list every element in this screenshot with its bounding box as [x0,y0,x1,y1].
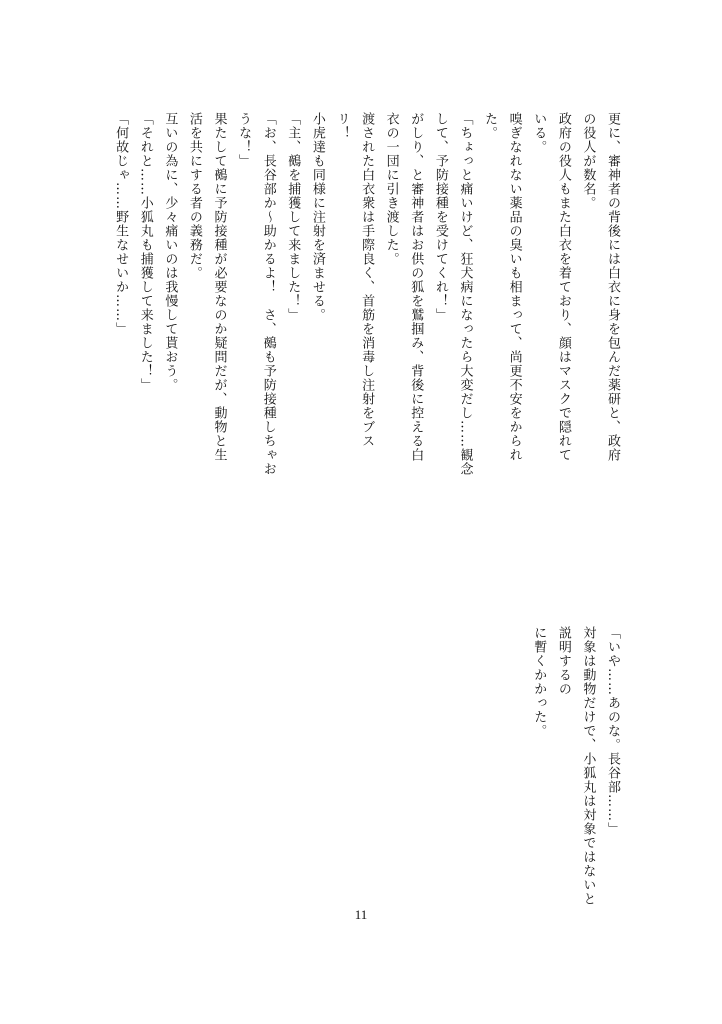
text-column: 政府の役人もまた白衣を着ており、顔はマスクで隠れて [555,112,571,462]
text-column: 互いの為に、少々痛いのは我慢して貰おう。 [162,112,178,392]
text-column: 「いや……あのな。長谷部……」 [605,626,620,836]
text-column: に暫くかかった。 [531,626,547,738]
text-column: 更に、審神者の背後には白衣に身を包んだ薬研と、政府 [605,112,620,462]
lower-text-block [531,626,624,916]
text-column: 「お、長谷部か～助かるよ！ さ、鵺も予防接種しちゃお [260,112,276,476]
text-column: た。 [482,112,498,140]
text-column: 「ちょっと痛いけど、狂犬病になったら大変だし……観念 [457,112,473,476]
text-column: 果たして鵺に予防接種が必要なのか疑問だが、動物と生 [211,112,227,462]
text-column: 「主、鵺を捕獲して来ました！」 [285,112,301,322]
upper-text-block [104,112,624,500]
text-column: うな！」 [236,112,252,168]
text-column: リ！ [334,112,350,140]
page-number: 11 [354,907,368,922]
text-column: の役人が数名。 [580,112,596,210]
text-column: 「それと……小狐丸も捕獲して来ました！」 [137,112,153,392]
text-column: がしり、と審神者はお供の狐を鷲掴み、背後に控える白 [408,112,424,462]
text-column: して、予防接種を受けてくれ！」 [432,112,448,322]
text-column: 活を共にする者の義務だ。 [186,112,202,280]
text-column: 渡された白衣衆は手際良く、首筋を消毒し注射をブス [359,112,375,448]
text-column: 嗅ぎなれない薬品の臭いも相まって、尚更不安をかられ [506,112,522,462]
text-column: 衣の一団に引き渡した。 [383,112,399,266]
text-column: 小虎達も同様に注射を済ませる。 [309,112,325,322]
text-column: 「何故じゃ……野生なせいか……」 [113,112,129,336]
text-column: 対象は動物だけで、小狐丸は対象ではないと説明するの [555,626,596,906]
text-column: いる。 [531,112,547,154]
